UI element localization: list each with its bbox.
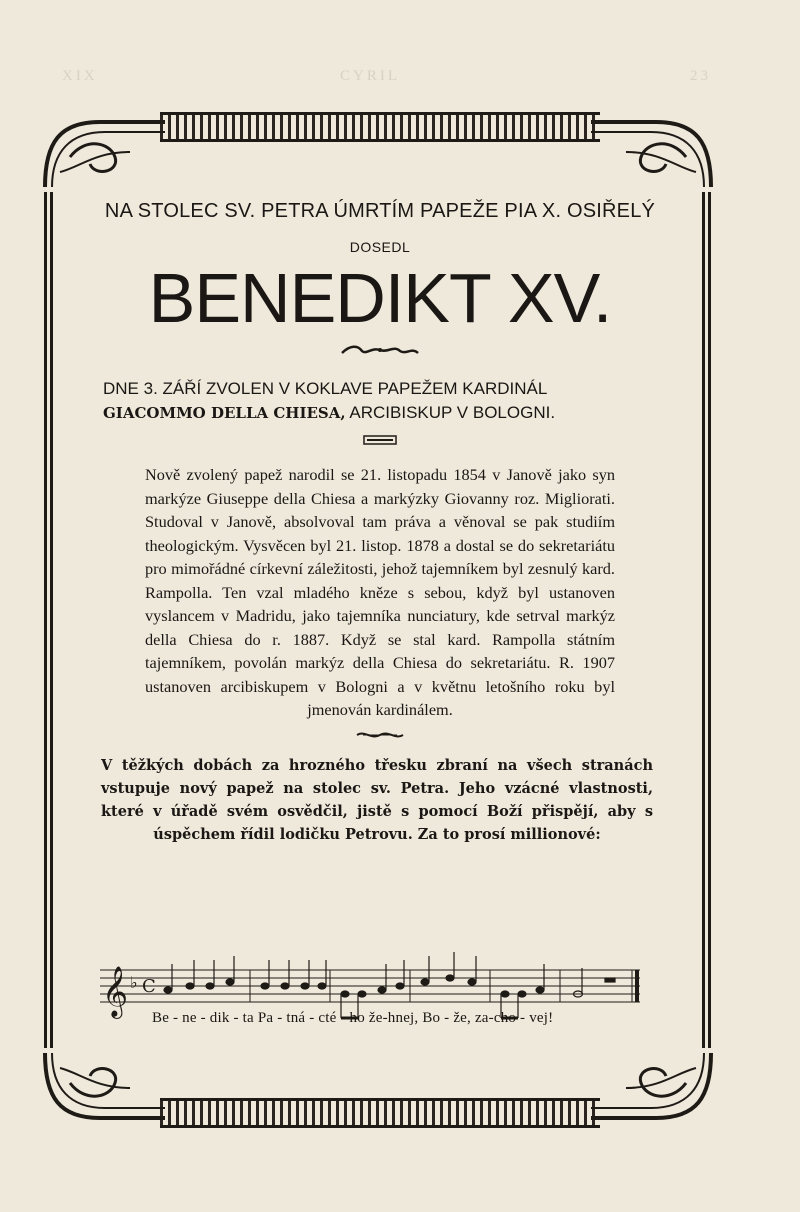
frame-top-band <box>160 112 600 142</box>
divider-ornament-icon <box>355 730 405 740</box>
svg-text:𝄞: 𝄞 <box>102 966 129 1017</box>
corner-ornament-icon <box>40 1048 170 1128</box>
svg-text:C: C <box>142 976 156 997</box>
closing-paragraph: V těžkých dobách za hrozného třesku zbraní na všech stranách vstupuje nový papež na stolec sv. Petra. Jeho vzácné vlastnosti, které v úřadě svém osvědčil, jistě s pomocí Boží přispějí, aby s úspěchem řídil lodičku Petrovu. Za to prosí millionové: <box>101 756 653 843</box>
corner-ornament-icon <box>586 1048 716 1128</box>
frame-right-rail <box>700 192 714 1048</box>
announcement-heading: NA STOLEC SV. PETRA ÚMRTÍM PAPEŽE PIA X. OSIŘELÝ <box>104 200 656 222</box>
corner-ornament-icon <box>586 112 716 192</box>
bleed-running-head: CYRIL <box>340 68 400 84</box>
hymn-lyrics: Be - ne - dik - ta Pa - tná - cté - ho že-hnej, Bo - že, za-cho - vej! <box>152 1010 554 1026</box>
fleuron-ornament-icon <box>340 343 420 357</box>
bleed-page-number-right: 23 <box>690 68 711 84</box>
divider-ornament-icon <box>363 435 397 445</box>
election-notice <box>103 377 665 425</box>
biography-paragraph: Nově zvolený papež narodil se 21. listopadu 1854 v Janově jako syn markýze Giuseppe della Chiesa a markýzky Giovanny roz. Migliorati. Studoval v Janově, absolvoval tam práva a věnoval se pak studiím theologickým. Vysvěcen byl 21. listop. 1878 a dostal se do sekretariátu pro mimořádné církevní záležitosti, jehož tajemníkem byl zesnulý kard. Rampolla. Ten vzal mladého kněze s sebou, když byl ustanoven vyslancem v Madridu, jako tajemníka nunciatury, kde setrval markýz della Chiesa do r. 1887. Když se stal kard. Rampolla státním tajemníkem, povolán markýz della Chiesa do sekretariátu. R. 1907 ustanoven arcibiskupem v Bologni a v květnu letošního roku byl jmenován kardinálem. <box>145 465 615 719</box>
election-line: DNE 3. ZÁŘÍ ZVOLEN V KOKLAVE PAPEŽEM KARDINÁL <box>103 379 548 398</box>
election-line-rest: ARCIBISKUP V BOLOGNI. <box>345 403 556 422</box>
cardinal-name: GIACOMMO DELLA CHIESA, <box>103 404 346 422</box>
frame-bottom-band <box>160 1098 600 1128</box>
election-name-line <box>103 401 665 425</box>
svg-text:♭: ♭ <box>130 973 138 992</box>
frame-left-rail <box>42 192 56 1048</box>
announcement-subheading: DOSEDL <box>349 239 411 255</box>
bleed-page-number: XIX <box>62 68 98 84</box>
corner-ornament-icon <box>40 112 170 192</box>
page-title: BENEDIKT XV. <box>148 259 612 337</box>
page-content <box>95 200 665 846</box>
